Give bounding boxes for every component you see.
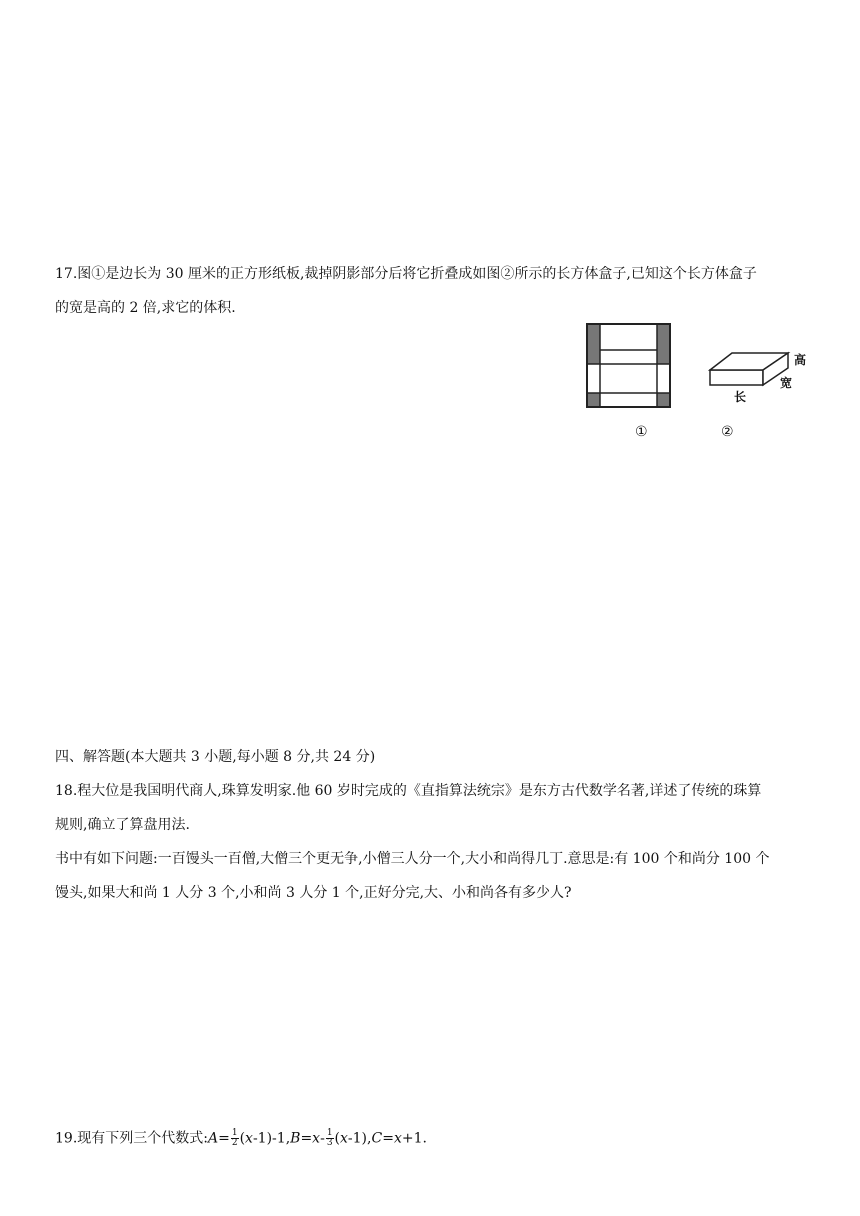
equals-sign: = xyxy=(300,1130,313,1147)
numerator: 1 xyxy=(326,1128,333,1138)
q18-line-1: 18.程大位是我国明代商人,珠算发明家.他 60 岁时完成的《直指算法统宗》是东方古代数学名著,详述了传统的珠算 xyxy=(55,783,762,799)
figure-1-caption: ① xyxy=(635,424,648,440)
section-4-heading: 四、解答题(本大题共 3 小题,每小题 8 分,共 24 分) xyxy=(55,749,376,765)
expr-a-tail: -1)-1, xyxy=(252,1130,291,1147)
q19-line xyxy=(55,1129,427,1148)
paren-open: ( xyxy=(334,1130,341,1147)
fraction-one-third xyxy=(326,1129,334,1148)
label-height: 高 xyxy=(794,353,807,367)
paren-open: ( xyxy=(239,1130,246,1147)
equals-sign: = xyxy=(382,1130,394,1147)
var-x: x xyxy=(340,1130,348,1147)
denominator: 3 xyxy=(326,1138,333,1148)
expr-c-tail: +1. xyxy=(401,1130,427,1147)
q18-line-3: 书中有如下问题:一百馒头一百僧,大僧三个更无争,小僧三人分一个,大小和尚得几丁.意思是:有 100 个和尚分 100 个 xyxy=(55,851,770,867)
figure-1-square-board xyxy=(586,323,672,409)
equals-sign: = xyxy=(218,1130,230,1147)
numerator: 1 xyxy=(231,1128,238,1138)
var-x: x xyxy=(245,1130,253,1147)
figure-2-caption: ② xyxy=(721,424,734,440)
label-width: 宽 xyxy=(780,376,793,390)
q19-prefix: 19.现有下列三个代数式: xyxy=(55,1130,208,1147)
fraction-one-half xyxy=(231,1129,239,1148)
label-length: 长 xyxy=(734,390,747,404)
q17-line-1: 17.图①是边长为 30 厘米的正方形纸板,裁掉阴影部分后将它折叠成如图②所示的长方体盒子,已知这个长方体盒子 xyxy=(55,266,757,282)
var-b: B xyxy=(290,1130,301,1147)
var-x: x xyxy=(393,1130,402,1147)
q18-line-4: 馒头,如果大和尚 1 人分 3 个,小和尚 3 人分 1 个,正好分完,大、小和尚各有多少人? xyxy=(55,885,572,901)
minus-sign: - xyxy=(320,1130,325,1147)
q17-line-2: 的宽是高的 2 倍,求它的体积. xyxy=(55,300,236,316)
expr-b-tail: -1), xyxy=(347,1130,372,1147)
q18-line-2: 规则,确立了算盘用法. xyxy=(55,817,190,833)
var-c: C xyxy=(371,1130,383,1147)
var-a: A xyxy=(207,1130,219,1147)
var-x: x xyxy=(312,1130,321,1147)
denominator: 2 xyxy=(231,1138,238,1148)
